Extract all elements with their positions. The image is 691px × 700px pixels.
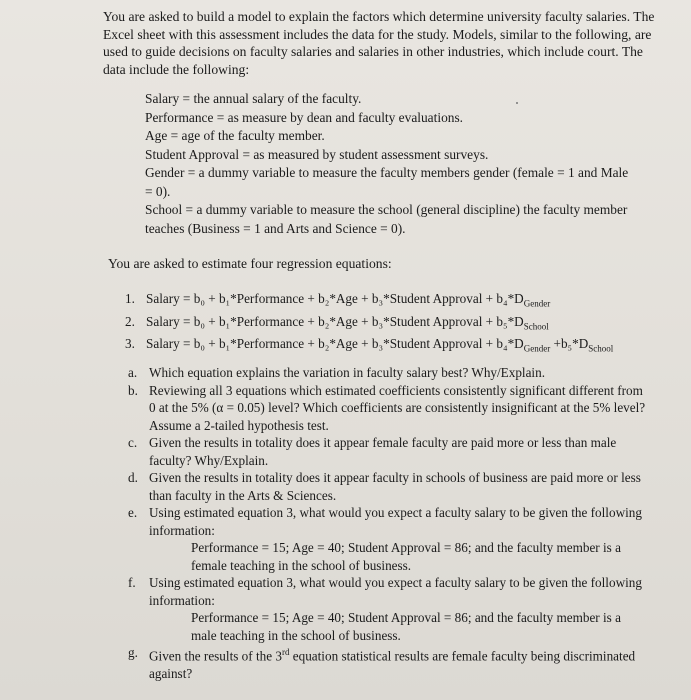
question-label: d. (128, 470, 138, 485)
equation-subscript: Gender (523, 343, 551, 354)
equation-number: 3. (125, 336, 135, 352)
question-b (128, 382, 648, 435)
question-text: Given the results in totality does it appear female faculty are paid more or less than male faculty? Why/Explain. (149, 435, 617, 468)
regression-lead: You are asked to estimate four regression equations: (108, 256, 392, 271)
definition-school: School = a dummy variable to measure the school (general discipline) the faculty member teaches (Business = 1 and Arts and Science = 0). (145, 202, 628, 236)
equation-3 (125, 335, 685, 358)
question-prompt-start: Given the results of the 3 (149, 648, 282, 664)
variable-definitions (145, 90, 635, 238)
question-label: a. (128, 365, 138, 380)
question-d (128, 469, 648, 504)
equation-number: 2. (125, 313, 135, 329)
equation-list (125, 290, 685, 358)
question-text (149, 504, 648, 574)
definition-student-approval: Student Approval = as measured by student assessment surveys. (145, 146, 489, 162)
equation-body: Salary = b₀ + b₁*Performance + b₂*Age + b₃*Student Approval + b₄*D (146, 291, 524, 306)
question-a (128, 364, 648, 382)
equation-subscript: School (523, 321, 549, 332)
equation-1 (125, 290, 685, 313)
definition-gender: Gender = a dummy variable to measure the faculty members gender (female = 1 and Male = 0). (145, 165, 629, 199)
equation-number: 1. (125, 291, 135, 306)
question-list (128, 364, 648, 682)
question-label: b. (128, 382, 138, 398)
question-text: Given the results in totality does it appear faculty in schools of business are paid more or less than faculty in the Arts & Sciences. (149, 470, 641, 503)
question-info: Performance = 15; Age = 40; Student Approval = 86; and the faculty member is a male teaching in the school of business. (191, 610, 621, 643)
question-text: Which equation explains the variation in faculty salary best? Why/Explain. (149, 365, 545, 380)
question-label: c. (128, 435, 138, 450)
question-text: Reviewing all 3 equations which estimated coefficients consistently significant different from 0 at the 5% (α = 0.05) level? Which coefficients are consistently insignificant at the 5% level? Assume a 2-tailed hypothesis test. (149, 382, 646, 433)
question-label: g. (128, 645, 138, 660)
question-prompt: Using estimated equation 3, what would you expect a faculty salary to be given the following information: (149, 575, 642, 608)
intro-paragraph: You are asked to build a model to explain the factors which determine university faculty salaries. The Excel sheet with this assessment includes the data for the study. Models, similar to the following, are used to guide decisions on faculty salaries and salaries in other industries, which include court. The data include the following: (103, 9, 655, 77)
definition-age: Age = age of the faculty member. (145, 128, 325, 143)
equation-subscript: Gender (523, 298, 551, 309)
question-g (128, 644, 648, 682)
equation-2 (125, 313, 685, 336)
question-prompt-end: equation statistical results are female faculty being discriminated against? (149, 648, 636, 681)
equation-text (146, 290, 550, 313)
question-label: e. (128, 505, 138, 520)
question-text (149, 574, 648, 644)
question-e (128, 504, 648, 574)
equation-extra-term: +b₅*D (550, 336, 589, 352)
question-info: Performance = 15; Age = 40; Student Approval = 86; and the faculty member is a female teaching in the school of business. (191, 540, 621, 573)
ordinal-superscript: rd (281, 647, 290, 657)
question-c (128, 434, 648, 469)
equation-body: Salary = b₀ + b₁*Performance + b₂*Age + b₃*Student Approval + b₅*D (146, 313, 524, 329)
equation-subscript-2: School (588, 343, 614, 354)
question-prompt: Using estimated equation 3, what would you expect a faculty salary to be given the following information: (149, 505, 642, 538)
equation-body: Salary = b₀ + b₁*Performance + b₂*Age + b₃*Student Approval + b₄*D (146, 336, 524, 352)
definition-salary: Salary = the annual salary of the faculty. (145, 91, 362, 106)
equation-text (146, 313, 549, 336)
speck-mark (516, 102, 518, 104)
question-text (149, 644, 648, 682)
equation-text (146, 335, 613, 358)
definition-performance: Performance = as measure by dean and faculty evaluations. (145, 109, 464, 125)
question-f (128, 574, 648, 644)
question-label: f. (128, 575, 136, 590)
